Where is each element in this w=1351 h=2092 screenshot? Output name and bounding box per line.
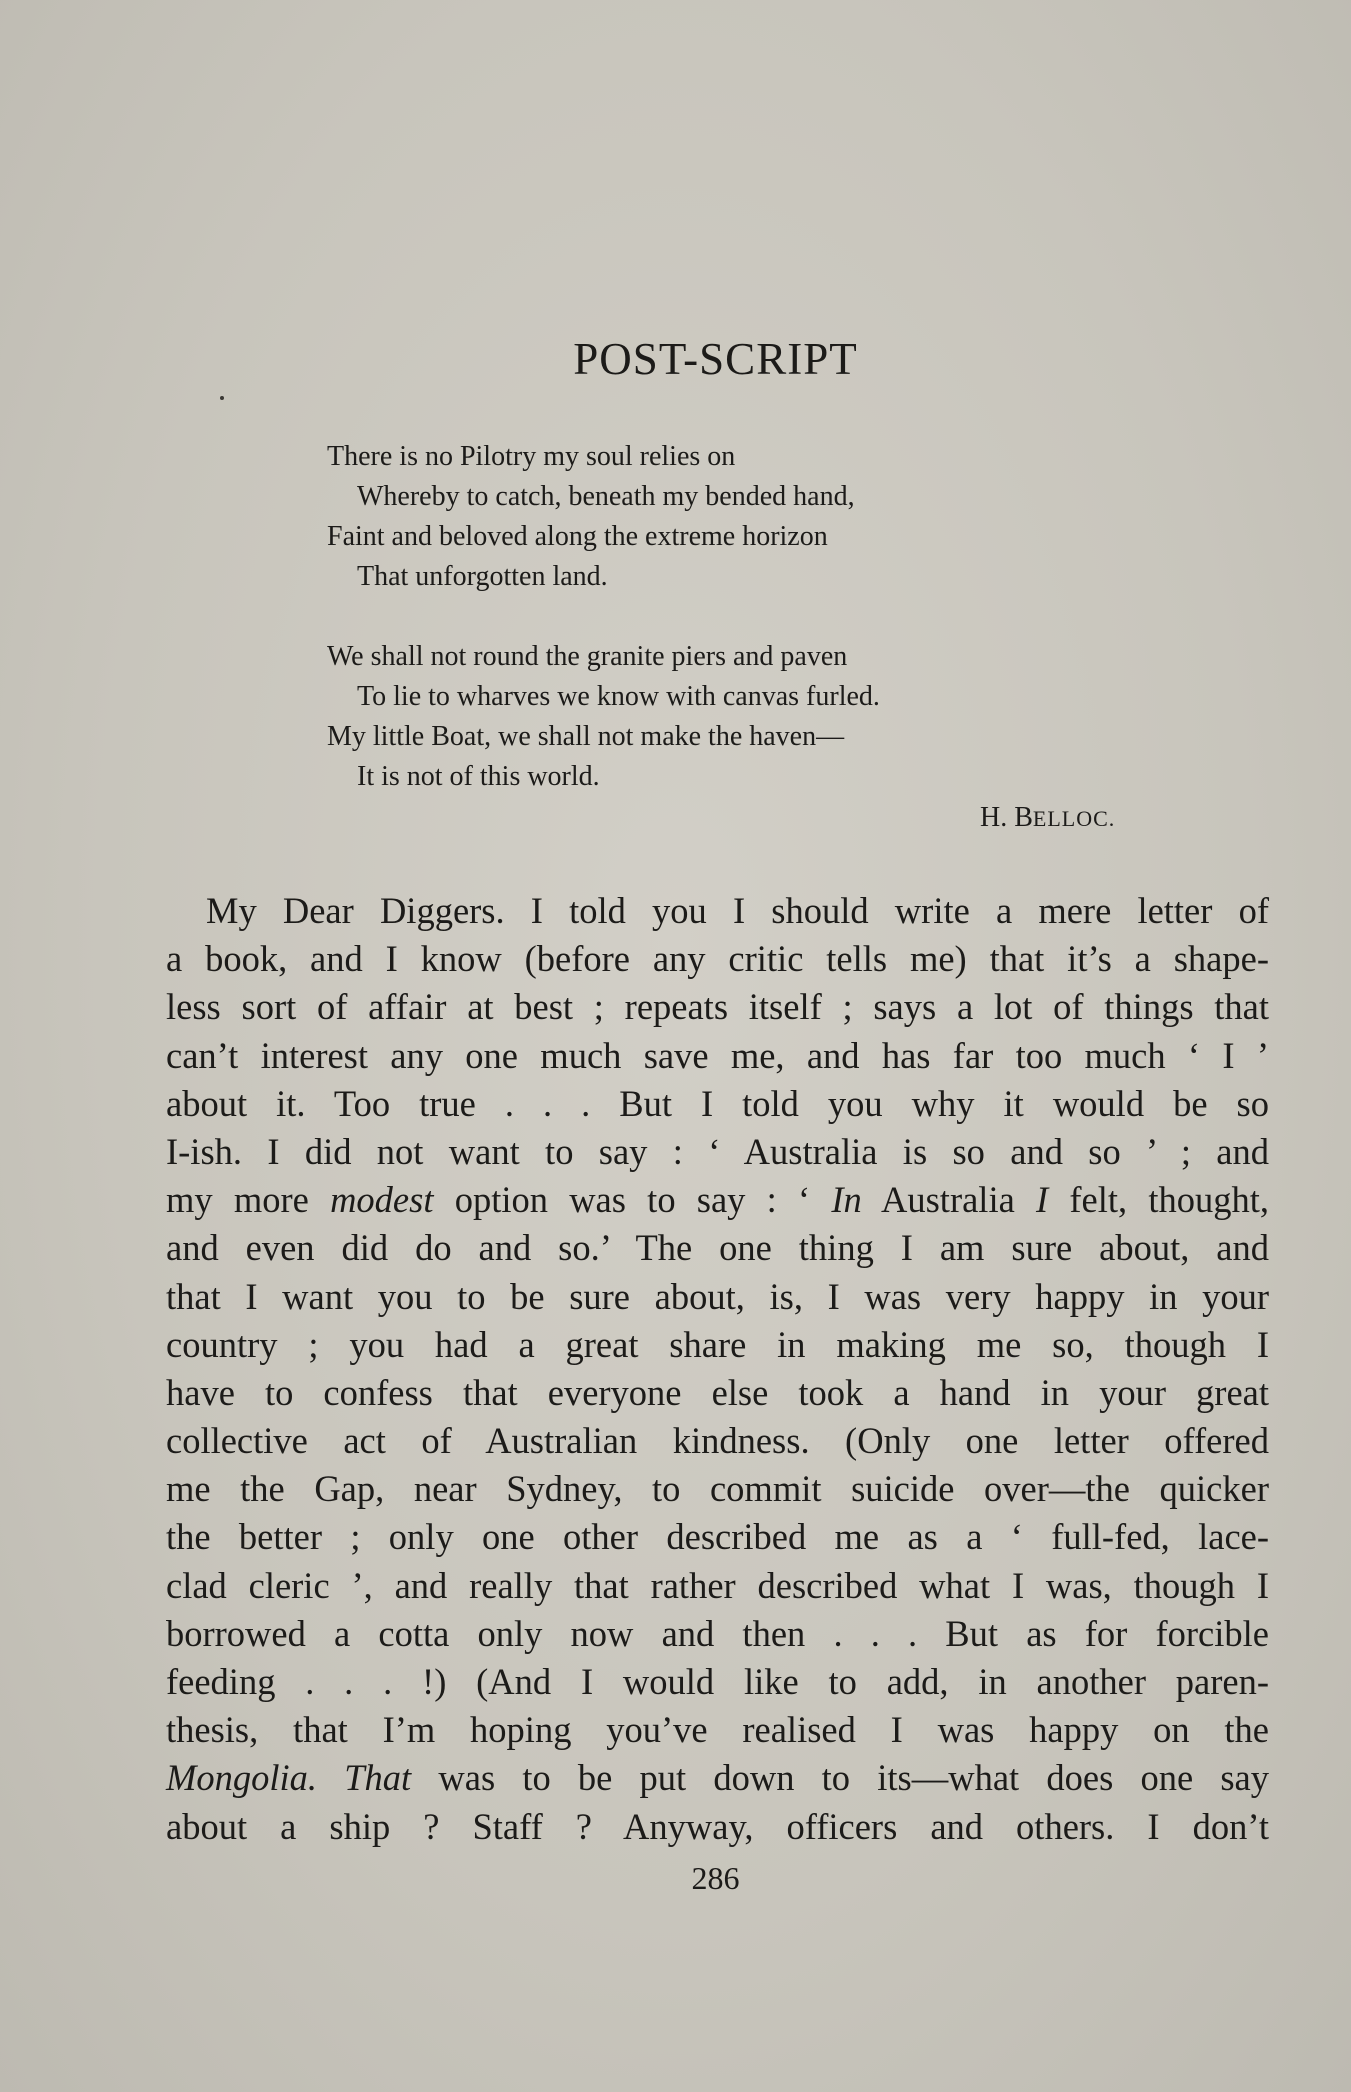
poem-line: My little Boat, we shall not make the haven—	[327, 721, 845, 752]
prose-line: Mongolia. That was to be put down to its—what does one say	[166, 1757, 1269, 1799]
prose-line: less sort of affair at best ; repeats itself ; says a lot of things that	[166, 986, 1269, 1028]
poem-line: We shall not round the granite piers and paven	[327, 641, 848, 672]
prose-line: have to confess that everyone else took a hand in your great	[166, 1371, 1269, 1413]
poem-line: There is no Pilotry my soul relies on	[327, 441, 736, 472]
ink-speck	[220, 396, 224, 400]
attribution-surname: ELLOC.	[1032, 806, 1116, 831]
poem-line: That unforgotten land.	[357, 561, 608, 592]
poem-stanza-1	[327, 437, 1147, 597]
prose-line: borrowed a cotta only now and then . . . But as for forcible	[166, 1612, 1269, 1654]
prose-line: about a ship ? Staff ? Anyway, officers and others. I don’t	[166, 1805, 1269, 1847]
page-number: 286	[691, 1860, 740, 1896]
prose-line: me the Gap, near Sydney, to commit suicide over—the quicker	[166, 1468, 1269, 1510]
prose-line: thesis, that I’m hoping you’ve realised I was happy on the	[166, 1709, 1269, 1751]
poem-stanza-2	[327, 637, 1147, 797]
prose-line: I-ish. I did not want to say : ‘ Australia is so and so ’ ; and	[166, 1130, 1269, 1172]
poem-line: Whereby to catch, beneath my bended hand,	[357, 481, 855, 512]
chapter-title: POST-SCRIPT	[573, 334, 858, 384]
prose-line: a book, and I know (before any critic tells me) that it’s a shape-	[166, 938, 1269, 980]
poem-line: To lie to wharves we know with canvas furled.	[357, 681, 880, 712]
letter-body	[166, 887, 1269, 1851]
epigraph-poem	[327, 437, 1147, 837]
prose-line: the better ; only one other described me as a ‘ full-fed, lace-	[166, 1516, 1269, 1558]
prose-line: that I want you to be sure about, is, I was very happy in your	[166, 1275, 1269, 1317]
prose-line: my more modest option was to say : ‘ In Australia I felt, thought,	[166, 1179, 1270, 1221]
prose-line: collective act of Australian kindness. (Only one letter offered	[166, 1420, 1269, 1462]
poem-line: It is not of this world.	[357, 761, 600, 792]
poem-line: Faint and beloved along the extreme horizon	[327, 521, 828, 552]
prose-line: country ; you had a great share in making me so, though I	[166, 1323, 1269, 1365]
prose-line: and even did do and so.’ The one thing I am sure about, and	[166, 1227, 1269, 1269]
prose-line: My Dear Diggers. I told you I should write a mere letter of	[206, 890, 1269, 931]
attribution-initial: H. B	[980, 802, 1033, 833]
prose-line: can’t interest any one much save me, and has far too much ‘ I ’	[166, 1034, 1269, 1076]
prose-line: about it. Too true . . . But I told you why it would be so	[166, 1082, 1269, 1124]
poem-attribution	[980, 802, 1115, 834]
prose-line: clad cleric ’, and really that rather described what I was, though I	[166, 1564, 1269, 1606]
prose-line: feeding . . . !) (And I would like to add, in another paren-	[166, 1661, 1269, 1702]
